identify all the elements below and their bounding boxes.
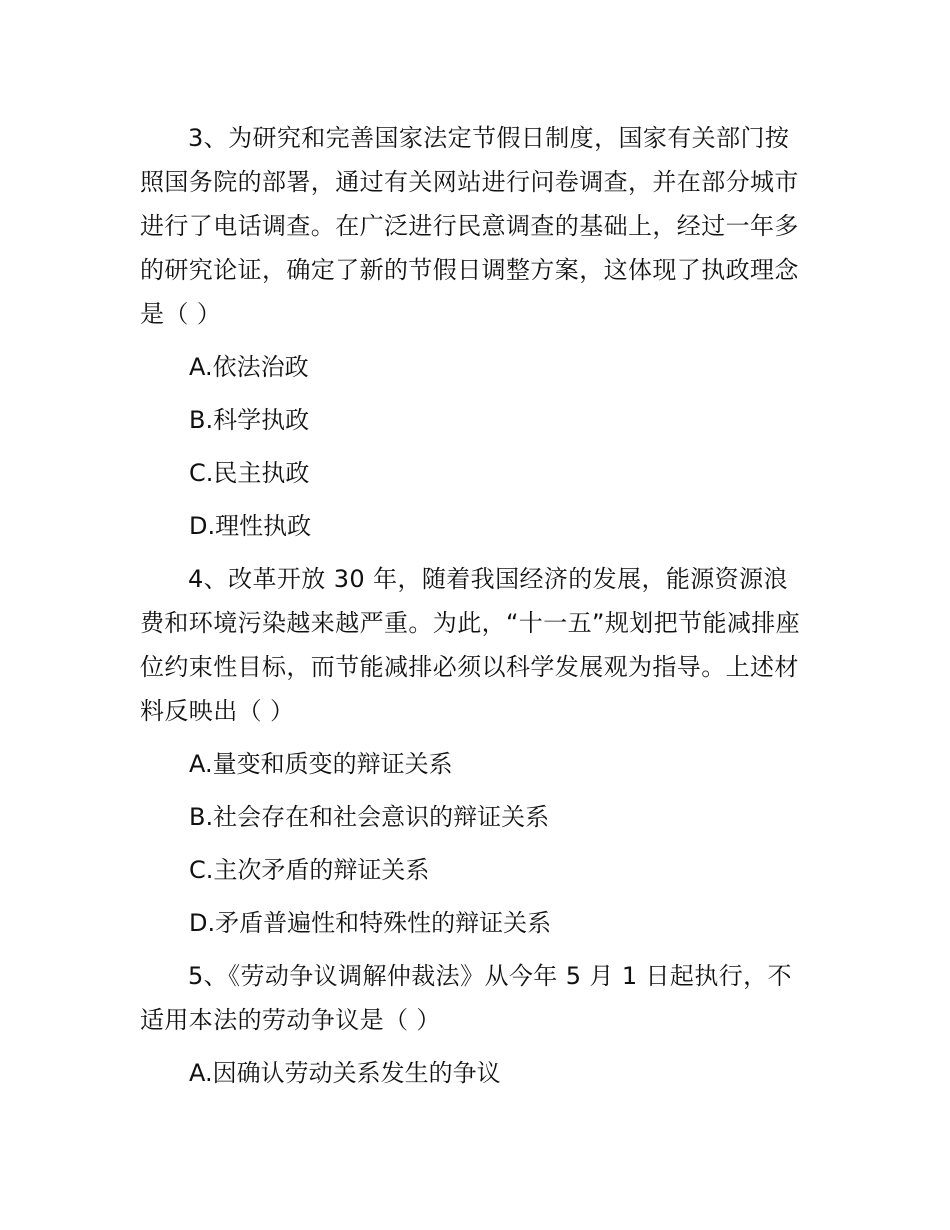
question-stem: 4、改革开放 30 年，随着我国经济的发展，能源资源浪费和环境污染越来越严重。为此，“十一五”规划把节能减排座位约束性目标，而节能减排必须以科学发展观为指导。上述材料反映出（ ） [140,565,801,725]
option-a: A.依法治政 [189,353,309,381]
option-a: A.因确认劳动关系发生的争议 [189,1059,501,1087]
option-list [140,1051,810,1095]
option-a: A.量变和质变的辩证关系 [189,750,453,778]
question-stem: 5、《劳动争议调解仲裁法》从今年 5 月 1 日起执行，不适用本法的劳动争议是（ ） [140,962,792,1034]
question-stem: 3、为研究和完善国家法定节假日制度，国家有关部门按照国务院的部署，通过有关网站进行问卷调查，并在部分城市进行了电话调查。在广泛进行民意调查的基础上，经过一年多的研究论证，确定了新的节假日调整方案，这体现了执政理念是（ ） [140,124,799,328]
option-d: D.矛盾普遍性和特殊性的辩证关系 [189,909,552,937]
option-b: B.社会存在和社会意识的辩证关系 [189,803,550,831]
question-5 [140,954,810,1095]
option-list [140,742,810,945]
option-list [140,345,810,548]
option-d: D.理性执政 [189,512,312,540]
option-c: C.民主执政 [189,459,310,487]
question-4 [140,557,810,945]
question-3 [140,116,810,548]
option-c: C.主次矛盾的辩证关系 [189,856,430,884]
option-b: B.科学执政 [189,406,310,434]
